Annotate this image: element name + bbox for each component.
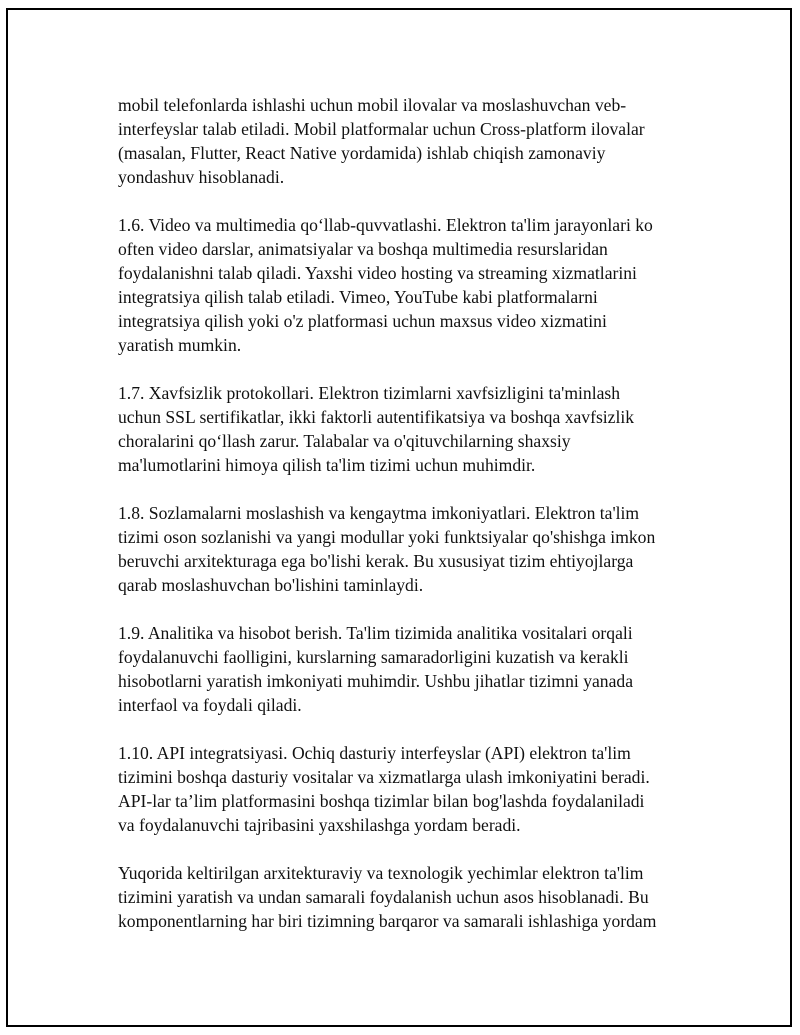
text-line: often video darslar, animatsiyalar va boshqa multimedia resurslaridan (118, 239, 608, 259)
paragraph-analytics-reporting (118, 621, 688, 717)
paragraph-security-protocols (118, 381, 688, 477)
text-line: interfaol va foydali qiladi. (118, 695, 302, 715)
paragraph-conclusion (118, 861, 688, 933)
text-line: choralarini qo‘llash zarur. Talabalar va o'qituvchilarning shaxsiy (118, 431, 571, 451)
document-body (118, 93, 688, 957)
text-line: 1.8. Sozlamalarni moslashish va kengaytma imkoniyatlari. Elektron ta'lim (118, 503, 640, 523)
text-line: mobil telefonlarda ishlashi uchun mobil ilovalar va moslashuvchan veb- (118, 95, 627, 115)
paragraph-api-integration (118, 741, 688, 837)
text-line: integratsiya qilish yoki o'z platformasi uchun maxsus video xizmatini (118, 311, 607, 331)
text-line: tizimi oson sozlanishi va yangi modullar yoki funktsiyalar qo'shishga imkon (118, 527, 656, 547)
text-line: tizimini yaratish va undan samarali foydalanish uchun asos hisoblanadi. Bu (118, 887, 649, 907)
text-line: 1.9. Analitika va hisobot berish. Ta'lim tizimida analitika vositalari orqali (118, 623, 633, 643)
text-line: qarab moslashuvchan bo'lishini taminlaydi. (118, 575, 424, 595)
text-line: ma'lumotlarini himoya qilish ta'lim tizimi uchun muhimdir. (118, 455, 536, 475)
text-line: (masalan, Flutter, React Native yordamida) ishlab chiqish zamonaviy (118, 143, 606, 163)
text-line: yondashuv hisoblanadi. (118, 167, 285, 187)
text-line: Yuqorida keltirilgan arxitekturaviy va texnologik yechimlar elektron ta'lim (118, 863, 644, 883)
text-line: 1.7. Xavfsizlik protokollari. Elektron tizimlarni xavfsizligini ta'minlash (118, 383, 621, 403)
text-line: tizimini boshqa dasturiy vositalar va xizmatlarga ulash imkoniyatini beradi. (118, 767, 650, 787)
text-line: beruvchi arxitekturaga ega bo'lishi kerak. Bu xususiyat tizim ehtiyojlarga (118, 551, 634, 571)
text-line: hisobotlarni yaratish imkoniyati muhimdir. Ushbu jihatlar tizimni yanada (118, 671, 634, 691)
text-line: API-lar ta’lim platformasini boshqa tizimlar bilan bog'lashda foydalaniladi (118, 791, 645, 811)
text-line: va foydalanuvchi tajribasini yaxshilashga yordam beradi. (118, 815, 521, 835)
paragraph-settings-extensibility (118, 501, 688, 597)
paragraph-video-multimedia (118, 213, 688, 357)
text-line: 1.6. Video va multimedia qo‘llab-quvvatlashi. Elektron ta'lim jarayonlari ko (118, 215, 653, 235)
text-line: interfeyslar talab etiladi. Mobil platformalar uchun Cross-platform ilovalar (118, 119, 645, 139)
text-line: uchun SSL sertifikatlar, ikki faktorli autentifikatsiya va boshqa xavfsizlik (118, 407, 635, 427)
text-line: komponentlarning har biri tizimning barqaror va samarali ishlashiga yordam (118, 911, 657, 931)
text-line: yaratish mumkin. (118, 335, 242, 355)
text-line: foydalanishni talab qiladi. Yaxshi video hosting va streaming xizmatlarini (118, 263, 637, 283)
text-line: integratsiya qilish talab etiladi. Vimeo, YouTube kabi platformalarni (118, 287, 598, 307)
text-line: foydalanuvchi faolligini, kurslarning samaradorligini kuzatish va kerakli (118, 647, 629, 667)
text-line: 1.10. API integratsiyasi. Ochiq dasturiy interfeyslar (API) elektron ta'lim (118, 743, 631, 763)
paragraph-mobile-intro (118, 93, 688, 189)
